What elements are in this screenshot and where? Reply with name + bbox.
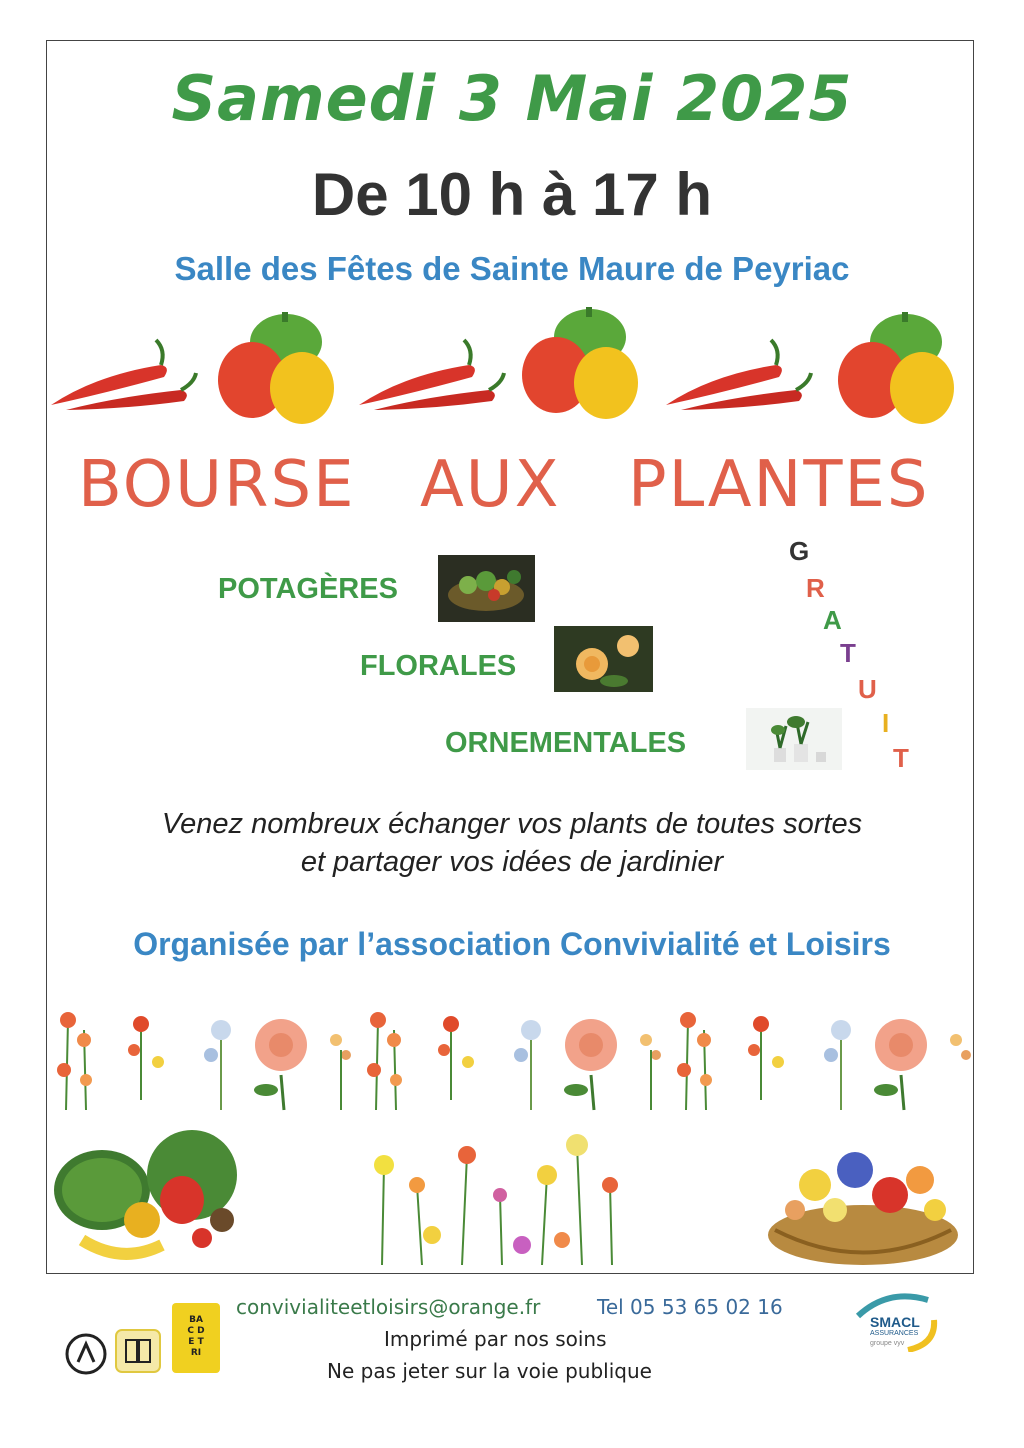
sponsor-sub: ASSURANCES <box>870 1330 919 1337</box>
bell-pepper-icon <box>214 310 339 425</box>
chili-pepper-icon <box>46 335 201 415</box>
vegetable-illustration-row <box>46 305 974 430</box>
organizer-line: Organisée par l’association Convivialité et Loisirs <box>133 926 891 962</box>
category-potageres: POTAGÈRES <box>218 573 398 605</box>
contact-phone: Tel 05 53 65 02 16 <box>597 1295 783 1319</box>
recycle-icon <box>64 1332 108 1376</box>
bell-pepper-icon <box>518 305 643 420</box>
flower-border-illustration <box>46 1000 974 1120</box>
tagline-line-2: et partager vos idées de jardinier <box>300 846 724 878</box>
title-word-plantes: PLANTES <box>628 448 930 522</box>
bell-pepper-icon <box>834 310 959 425</box>
flower-icon <box>57 1012 351 1110</box>
vegetable-basket-photo <box>438 555 535 622</box>
chili-pepper-icon <box>661 335 816 415</box>
gratuit-letter: I <box>882 708 890 738</box>
gratuit-letter: R <box>806 573 825 603</box>
title-word-aux: AUX <box>420 448 561 522</box>
tagline-line-1: Venez nombreux échanger vos plants de toutes sortes <box>161 808 863 840</box>
contact-email[interactable]: convivialiteetloisirs@orange.fr <box>236 1295 541 1319</box>
bin-label: BAC DE TRI <box>187 1315 205 1358</box>
flower-basket-illustration <box>755 1125 970 1270</box>
potted-plants-photo <box>746 708 842 770</box>
wildflowers-illustration <box>362 1125 632 1270</box>
category-florales: FLORALES <box>360 650 517 682</box>
main-title <box>0 448 1024 538</box>
event-date: Samedi 3 Mai 2025 <box>171 62 853 135</box>
title-word-bourse: BOURSE <box>78 448 356 522</box>
gratuit-letter: G <box>789 536 810 566</box>
category-ornementales: ORNEMENTALES <box>445 727 687 759</box>
gratuit-letter: U <box>858 674 877 704</box>
book-icon <box>114 1328 162 1374</box>
sponsor-name: SMACL <box>870 1314 920 1330</box>
bin-icon <box>172 1303 220 1373</box>
gratuit-letter: T <box>840 638 856 668</box>
event-hours: De 10 h à 17 h <box>311 161 713 228</box>
sponsor-group: groupe vyv <box>870 1340 905 1347</box>
smacl-logo <box>848 1290 944 1352</box>
event-venue: Salle des Fêtes de Sainte Maure de Peyriac <box>174 250 850 287</box>
rose-photo <box>554 626 653 692</box>
gratuit-letter: A <box>823 605 842 635</box>
chili-pepper-icon <box>354 335 509 415</box>
fruits-vegetables-illustration <box>52 1120 252 1270</box>
printed-notice: Imprimé par nos soins <box>384 1327 607 1351</box>
gratuit-letter: T <box>893 743 909 773</box>
litter-notice: Ne pas jeter sur la voie publique <box>327 1359 652 1383</box>
